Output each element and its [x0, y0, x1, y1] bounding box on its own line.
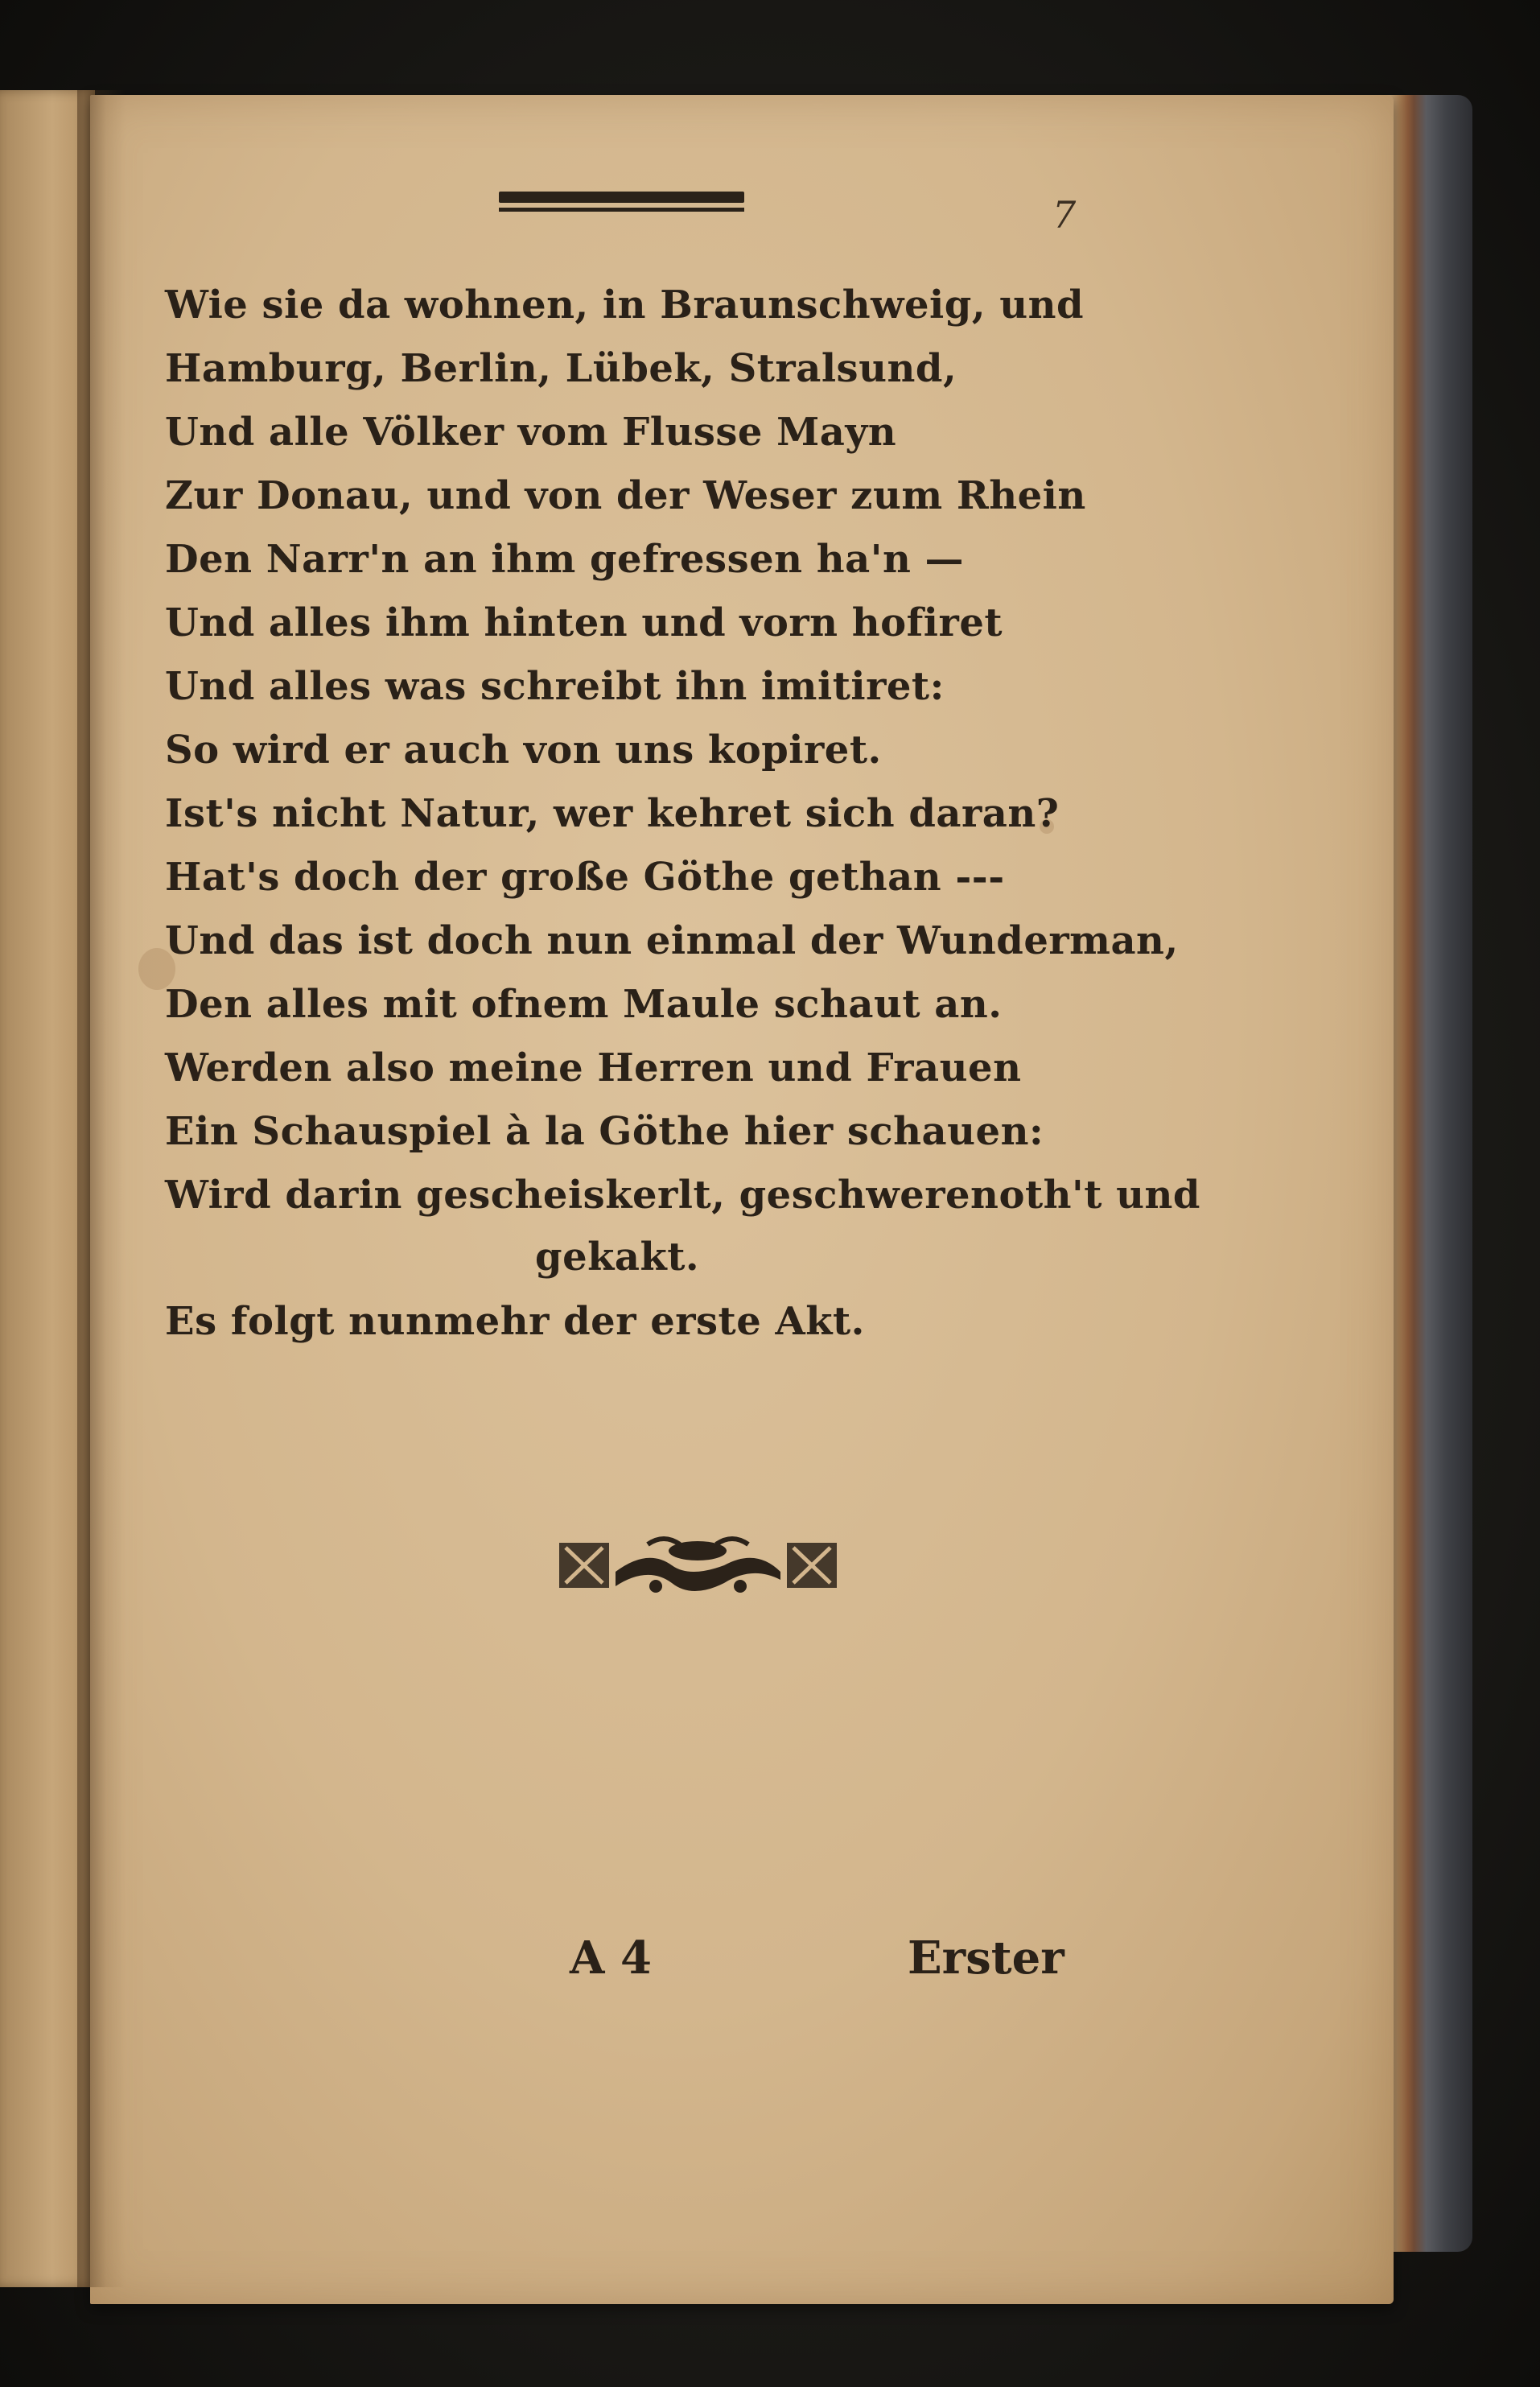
verse-line: Wie sie da wohnen, in Braunschweig, und — [165, 282, 1085, 328]
verse-line: Ein Schauspiel à la Göthe hier schauen: — [165, 1109, 1044, 1154]
verse-line: Und alles ihm hinten und vorn hofiret — [165, 600, 1003, 645]
header-rule — [499, 192, 744, 216]
verse-line: Hat's doch der große Göthe gethan --- — [165, 855, 1005, 900]
verse-line: Und das ist doch nun einmal der Wunderman, — [165, 918, 1179, 963]
verse-text — [165, 274, 1200, 1354]
verse-line: So wird er auch von uns kopiret. — [165, 728, 882, 773]
verse-line: Zur Donau, und von der Weser zum Rhein — [165, 473, 1086, 518]
final-line: Es folgt nunmehr der erste Akt. — [165, 1299, 865, 1344]
verse-line: Ist's nicht Natur, wer kehret sich daran? — [165, 791, 1060, 836]
page-number: 7 — [1052, 193, 1077, 237]
verse-line: Werden also meine Herren und Frauen — [165, 1045, 1022, 1090]
catchword: Erster — [908, 1931, 1064, 1985]
verse-line: Und alles was schreibt ihn imitiret: — [165, 664, 945, 709]
verse-line: Den alles mit ofnem Maule schaut an. — [165, 982, 1003, 1027]
verse-continuation: gekakt. — [535, 1235, 700, 1280]
verse-line: Und alle Völker vom Flusse Mayn — [165, 410, 897, 455]
verse-line: Den Narr'n an ihm gefressen ha'n — — [165, 537, 965, 582]
left-page-edge — [0, 90, 95, 2287]
verse-line: Hamburg, Berlin, Lübek, Stralsund, — [165, 346, 957, 391]
signature-mark: A 4 — [570, 1931, 652, 1985]
verse-line: Wird darin gescheiskerlt, geschwerenoth't und — [165, 1173, 1200, 1218]
ornament-icon — [559, 1533, 837, 1598]
